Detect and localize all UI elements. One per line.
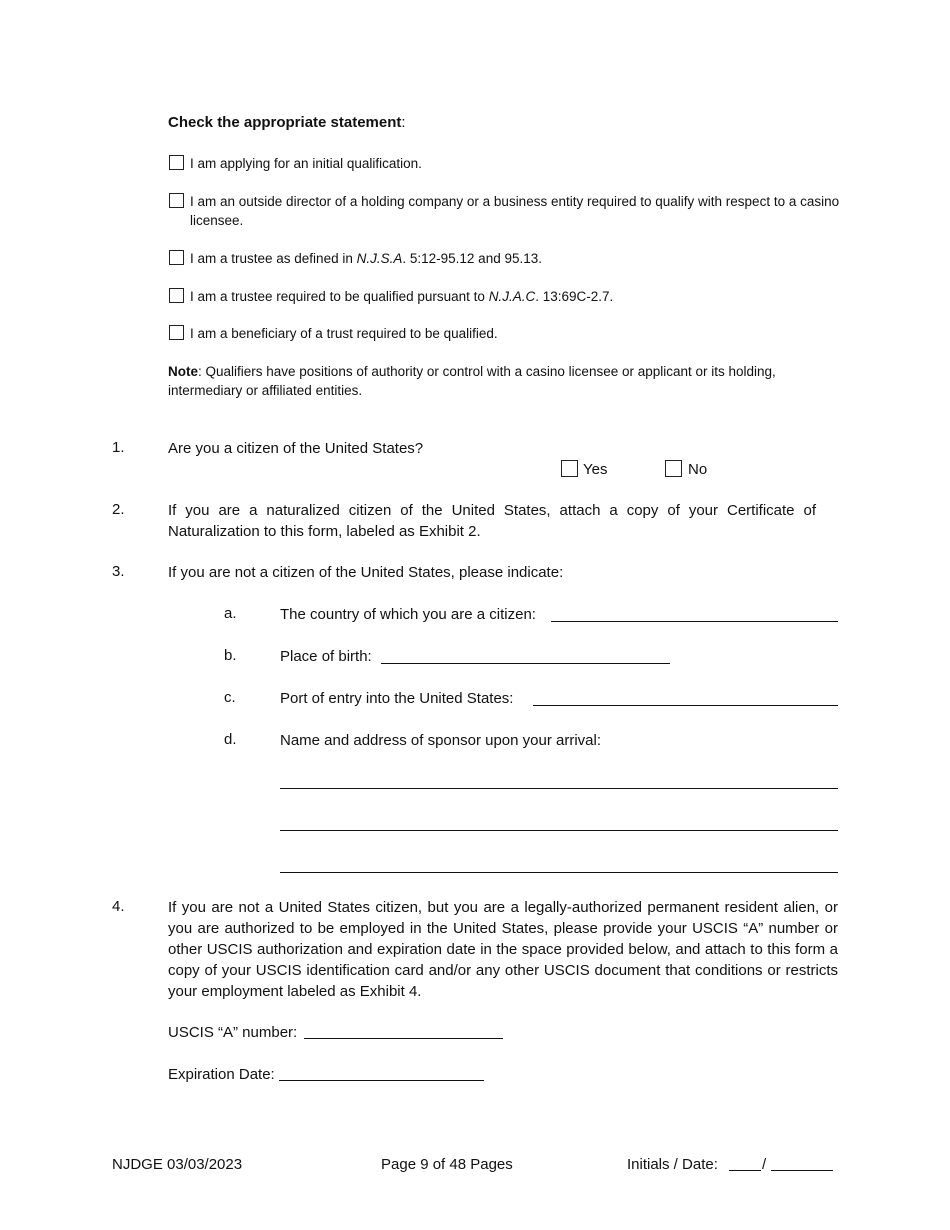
q3b-letter: b. bbox=[224, 647, 237, 664]
q4-text: If you are not a United States citizen, but you are a legally-authorized permanent resident alien, or you are authorized to be employed in the United States, please provide your USCIS “A” number or other USCIS authorization and expiration date in the space provided below, and attach to this form a copy of your USCIS identification card and/or any other USCIS document that conditions or restricts your employment labeled as Exhibit 4. bbox=[168, 899, 838, 1000]
note-paragraph bbox=[168, 362, 840, 400]
sponsor-address-line-3[interactable] bbox=[280, 872, 838, 873]
q1-number: 1. bbox=[112, 439, 125, 456]
statement-label-outside-director bbox=[190, 192, 840, 230]
statement-text: I am an outside director of a holding company or a business entity required to qualify with respect to a casino licensee. bbox=[190, 194, 840, 228]
statement-checkbox-trustee-njac[interactable] bbox=[169, 288, 184, 303]
citizen-no-checkbox[interactable] bbox=[665, 460, 682, 477]
q2-text: If you are a naturalized citizen of the United States, attach a copy of your Certificate of Naturalization to this form, labeled as Exhibit 2. bbox=[168, 502, 816, 540]
statute-citation: N.J.S.A bbox=[356, 251, 403, 266]
statement-checkbox-trustee-njsa[interactable] bbox=[169, 250, 184, 265]
statement-checkbox-initial[interactable] bbox=[169, 155, 184, 170]
q3-text: If you are not a citizen of the United States, please indicate: bbox=[168, 564, 564, 581]
q3c-letter: c. bbox=[224, 689, 236, 706]
statement-text: . 5:12-95.12 and 95.13. bbox=[402, 251, 542, 266]
statement-text: I am applying for an initial qualification. bbox=[190, 156, 422, 171]
footer-page-number: Page 9 of 48 Pages bbox=[381, 1156, 513, 1173]
statement-text: . 13:69C-2.7. bbox=[535, 289, 614, 304]
q3a-label: The country of which you are a citizen: bbox=[280, 606, 536, 623]
footer-initials-field[interactable] bbox=[729, 1170, 761, 1171]
q3a-letter: a. bbox=[224, 605, 237, 622]
footer-slash: / bbox=[762, 1156, 767, 1173]
q3d-label: Name and address of sponsor upon your arrival: bbox=[280, 732, 602, 749]
statement-checkbox-beneficiary[interactable] bbox=[169, 325, 184, 340]
expiration-date-field[interactable] bbox=[279, 1080, 484, 1081]
statement-label-trustee-njsa bbox=[190, 249, 542, 268]
footer-date-field[interactable] bbox=[771, 1170, 833, 1171]
q4-number: 4. bbox=[112, 898, 125, 915]
port-of-entry-field[interactable] bbox=[533, 705, 838, 706]
citizen-no-label: No bbox=[688, 461, 708, 478]
citizen-yes-checkbox[interactable] bbox=[561, 460, 578, 477]
regulation-citation: N.J.A.C bbox=[488, 289, 536, 304]
q3d-letter: d. bbox=[224, 731, 237, 748]
q1-text: Are you a citizen of the United States? bbox=[168, 440, 424, 457]
section-heading bbox=[168, 112, 406, 133]
heading-colon: : bbox=[401, 114, 406, 131]
citizenship-country-field[interactable] bbox=[551, 621, 838, 622]
citizen-yes-label: Yes bbox=[583, 461, 608, 478]
q2-number: 2. bbox=[112, 501, 125, 518]
uscis-a-number-field[interactable] bbox=[304, 1038, 503, 1039]
statement-text: I am a beneficiary of a trust required to be qualified. bbox=[190, 326, 498, 341]
note-label: Note bbox=[168, 364, 198, 379]
statement-label-beneficiary bbox=[190, 324, 498, 343]
expiration-date-label: Expiration Date: bbox=[168, 1066, 275, 1083]
q3c-label: Port of entry into the United States: bbox=[280, 690, 514, 707]
note-text: : Qualifiers have positions of authority or control with a casino licensee or applicant or its holding, intermediary or affiliated entities. bbox=[168, 364, 776, 398]
sponsor-address-line-2[interactable] bbox=[280, 830, 838, 831]
statement-checkbox-outside-director[interactable] bbox=[169, 193, 184, 208]
statement-text: I am a trustee required to be qualified pursuant to bbox=[190, 289, 489, 304]
footer-initials-label: Initials / Date: bbox=[627, 1156, 718, 1173]
sponsor-address-line-1[interactable] bbox=[280, 788, 838, 789]
statement-label-trustee-njac bbox=[190, 287, 613, 306]
q3-number: 3. bbox=[112, 563, 125, 580]
heading-bold: Check the appropriate statement bbox=[168, 114, 402, 131]
q3b-label: Place of birth: bbox=[280, 648, 372, 665]
statement-text: I am a trustee as defined in bbox=[190, 251, 357, 266]
footer-form-id: NJDGE 03/03/2023 bbox=[112, 1156, 243, 1173]
uscis-a-number-label: USCIS “A” number: bbox=[168, 1024, 298, 1041]
place-of-birth-field[interactable] bbox=[381, 663, 670, 664]
statement-label-initial bbox=[190, 154, 422, 173]
